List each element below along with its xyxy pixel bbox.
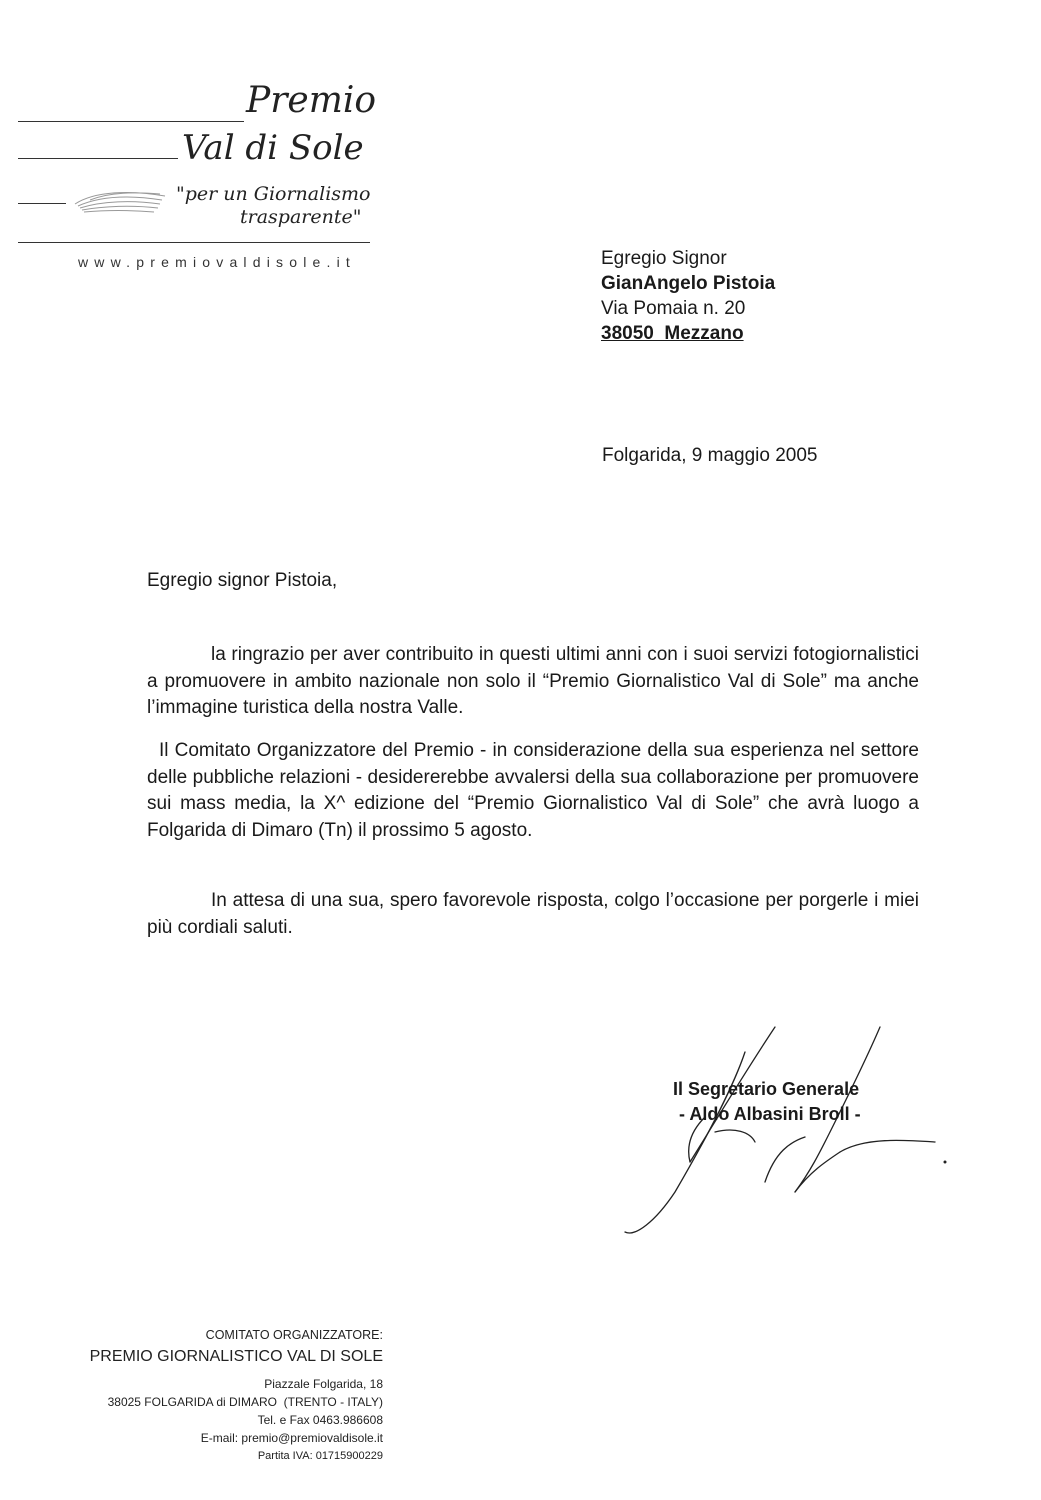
logo-rule-3 [18, 203, 66, 204]
footer-committee-label: COMITATO ORGANIZZATORE: [205, 1328, 383, 1342]
footer-address-2: 38025 FOLGARIDA di DIMARO (TRENTO - ITALY) [107, 1395, 383, 1409]
logo-rule-1 [18, 121, 244, 122]
logo-tagline-1: "per un Giornalismo [176, 183, 371, 205]
handwritten-signature [615, 1022, 955, 1242]
body-paragraph-2: Il Comitato Organizzatore del Premio - in considerazione della sua esperienza nel settore delle pubbliche relazioni - desidererebbe avvalersi della sua collaborazione per promuovere sui mass media, la X^ edizione del “Premio Giornalistico Val di Sole” che avrà luogo a Folgarida di Dimaro (Tn) il prossimo 5 agosto. [147, 740, 919, 842]
recipient-street: Via Pomaia n. 20 [601, 298, 746, 319]
body-paragraph-3: In attesa di una sua, spero favorevole risposta, colgo l’occasione per porgerle i miei più cordiali saluti. [147, 890, 919, 938]
signature-name: - Aldo Albasini Broll - [679, 1104, 861, 1124]
logo-tagline-2: trasparente" [240, 206, 362, 228]
signature-role: Il Segretario Generale [673, 1079, 860, 1099]
recipient-salutation: Egregio Signor [601, 248, 727, 269]
logo-rule-2 [18, 158, 178, 159]
logo-rule-4 [18, 242, 370, 243]
footer-phone: Tel. e Fax 0463.986608 [257, 1413, 383, 1427]
footer-address-1: Piazzale Folgarida, 18 [264, 1377, 383, 1391]
recipient-city: 38050 Mezzano [601, 323, 744, 344]
footer-vat: Partita IVA: 01715900229 [257, 1450, 383, 1462]
website-url: www.premiovaldisole.it [78, 254, 357, 270]
recipient-name: GianAngelo Pistoia [601, 273, 776, 294]
body-paragraph-1: la ringrazio per aver contribuito in questi ultimi anni con i suoi servizi fotogiornalistici a promuovere in ambito nazionale non solo il “Premio Giornalistico Val di Sole” ma anche l’immagine turistica della nostra Valle. [147, 644, 919, 719]
footer-organization: PREMIO GIORNALISTICO VAL DI SOLE [89, 1348, 383, 1365]
feather-icon [70, 186, 170, 220]
greeting: Egregio signor Pistoia, [147, 570, 338, 591]
letter-date: Folgarida, 9 maggio 2005 [602, 445, 818, 466]
logo-val-di-sole: Val di Sole [182, 128, 364, 168]
logo-premio: Premio [246, 80, 377, 121]
footer-email: E-mail: premio@premiovaldisole.it [200, 1431, 383, 1445]
